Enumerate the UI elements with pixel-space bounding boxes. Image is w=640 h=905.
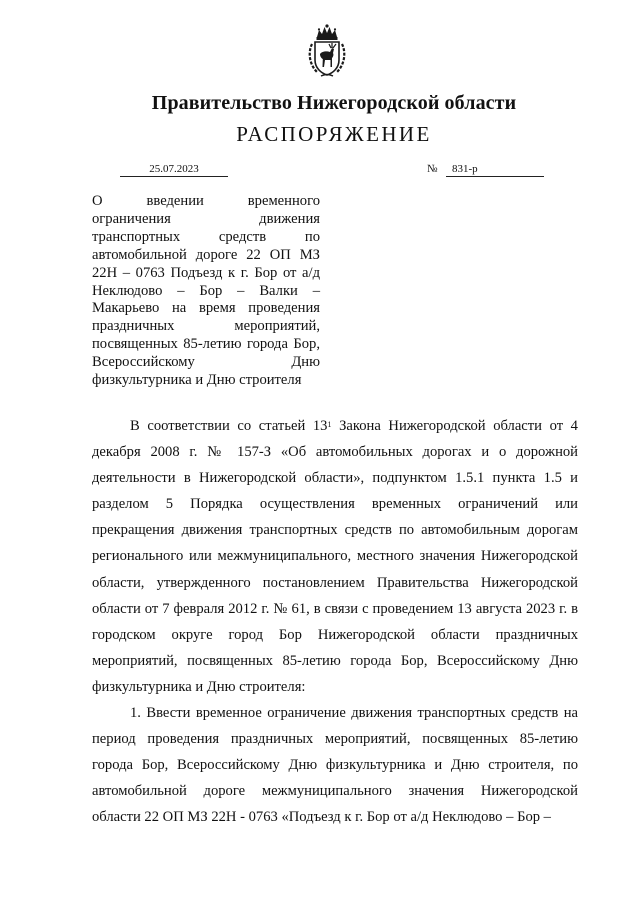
government-title: Правительство Нижегородской области: [151, 92, 517, 114]
document-type: РАСПОРЯЖЕНИЕ: [236, 122, 432, 146]
number-label: №: [427, 163, 438, 175]
article-superscript: 1: [327, 420, 332, 429]
coat-of-arms-icon: [305, 24, 349, 78]
paragraph-item-1: 1. Ввести временное ограничение движения транспортных средств на период проведения праздничных мероприятий, посвященных 85-летию города Бор, Всероссийскому Дню физкультурника и Дню строителя, по автомобильной дороге межмуниципального значения Нижегородской области 22 ОП МЗ 22Н - 0763 «Подъезд к г. Бор от а/д Неклюдово – Бор –: [92, 705, 578, 826]
intro-paragraph: [92, 413, 578, 700]
intro-text-end: Закона Нижегородской области от 4 декабря 2008 г. № 157-З «Об автомобильных дорогах и о дорожной деятельности в Нижегородской области», подпунктом 1.5.1 пункта 1.5 и разделом 5 Порядка осуществления временных ограничений или прекращения движения транспортных средств по автомобильным дорогам регионального или межмуниципального, местного значения Нижегородской области, утвержденного постановлением Правительства Нижегородской области от 7 февраля 2012 г. № 61, в связи с проведением 13 августа 2023 г. в городском округе город Бор Нижегородской области праздничных мероприятий, посвященных 85-летию города Бор, Всероссийскому Дню физкультурника и Дню строителя:: [92, 418, 578, 695]
document-subject: О введении временного ограничения движения транспортных средств по автомобильной дороге 22 ОП МЗ 22Н – 0763 Подъезд к г. Бор от а/д Неклюдово – Бор – Валки – Макарьево на время проведения праздничных мероприятий, посвященных 85-летию города Бор, Всероссийскому Дню физкультурника и Дню строителя: [92, 193, 320, 389]
document-date: 25.07.2023: [120, 162, 228, 177]
document-body: [92, 413, 578, 831]
crown-icon: [317, 24, 338, 40]
document-number: 831-р: [446, 162, 544, 177]
intro-text-start: В соответствии со статьей 13: [130, 418, 328, 434]
deer-icon: [320, 43, 336, 67]
